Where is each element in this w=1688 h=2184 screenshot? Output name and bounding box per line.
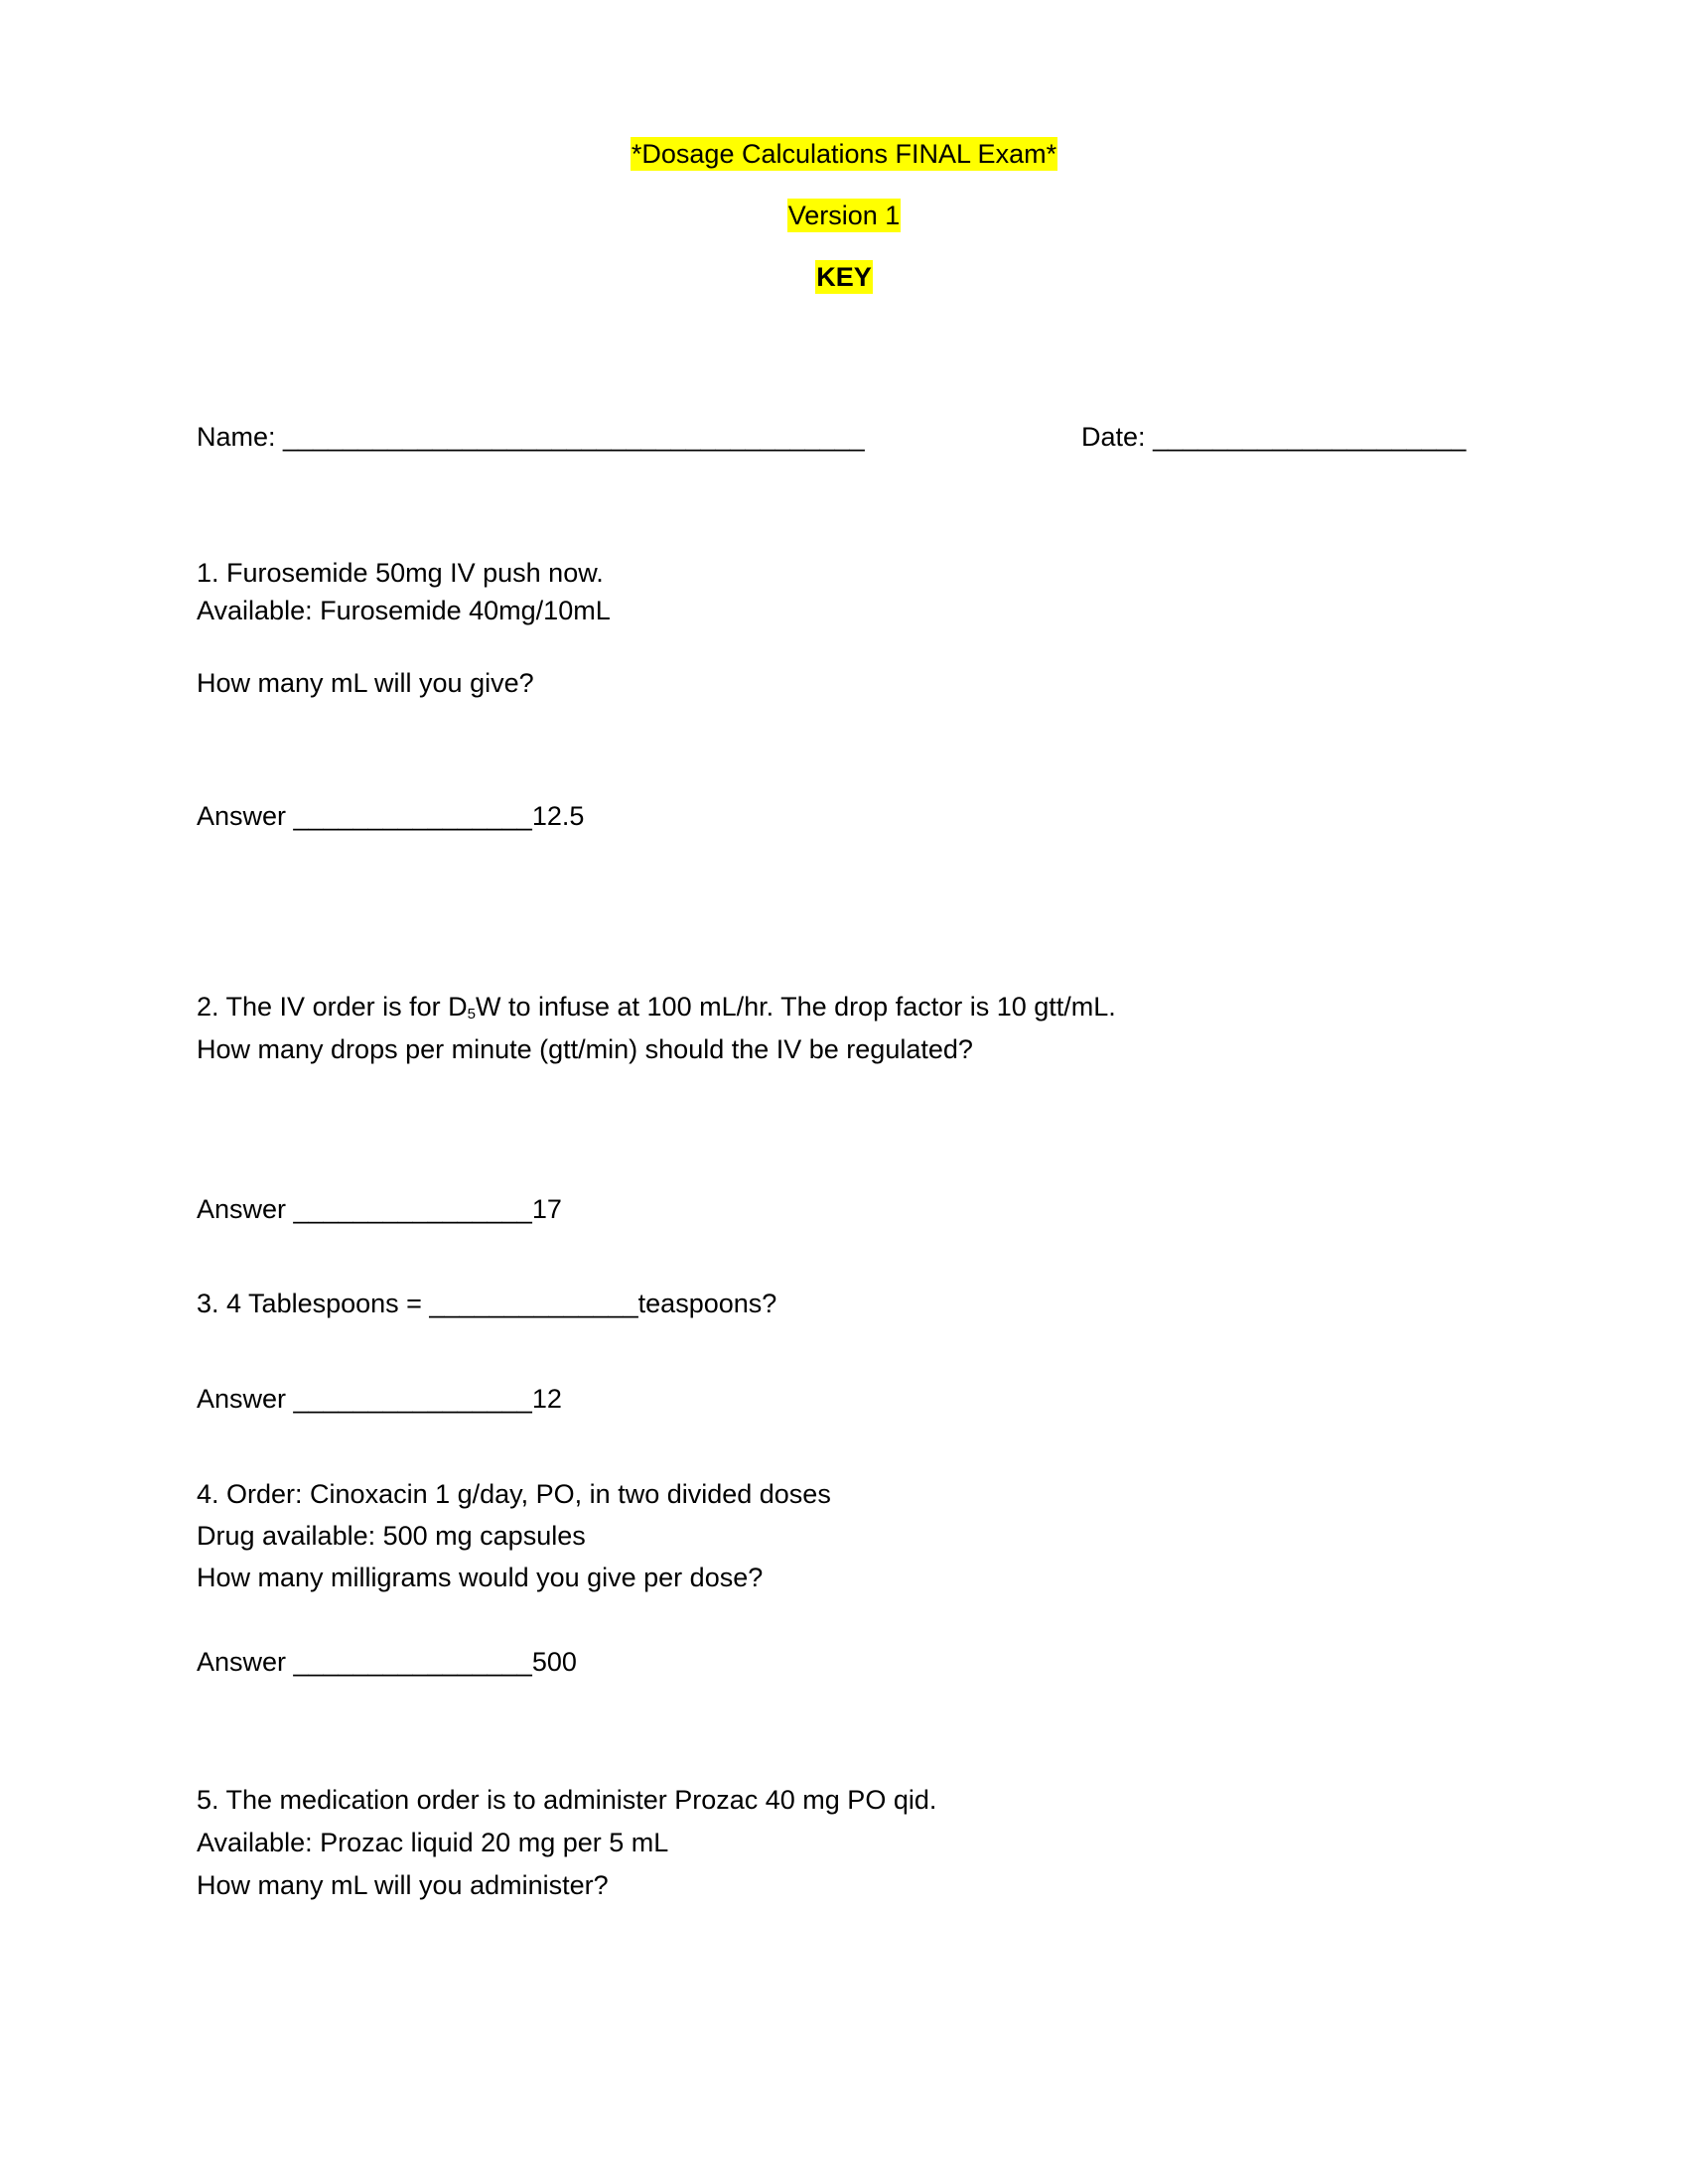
answer-key-text: KEY <box>816 262 872 292</box>
q2-subscript: 5 <box>467 1006 476 1023</box>
answer-key-label <box>0 260 1688 294</box>
q1-line3: How many mL will you give? <box>197 668 534 698</box>
answer-label: Answer <box>197 1194 287 1224</box>
date-field[interactable] <box>1081 420 1466 454</box>
exam-version <box>0 199 1688 232</box>
q2-text-a: 2. The IV order is for D <box>197 992 468 1022</box>
q5-line2: Available: Prozac liquid 20 mg per 5 mL <box>197 1828 669 1857</box>
exam-title-text: *Dosage Calculations FINAL Exam* <box>631 139 1057 169</box>
answer-blank[interactable]: ________________ <box>293 801 532 831</box>
answer-blank[interactable]: ________________ <box>293 1384 532 1414</box>
date-blank[interactable]: _____________________ <box>1153 422 1467 452</box>
name-label: Name: <box>197 422 276 452</box>
q4-line3: How many milligrams would you give per dose? <box>197 1563 764 1592</box>
q5-line1: 5. The medication order is to administer Prozac 40 mg PO qid. <box>197 1785 937 1815</box>
answer-value: 17 <box>531 1194 562 1224</box>
answer-value: 500 <box>531 1647 577 1677</box>
q3-answer <box>197 1382 562 1416</box>
answer-blank[interactable]: ________________ <box>293 1647 532 1677</box>
q2-text-b: W to infuse at 100 mL/hr. The drop factor is 10 gtt/mL. <box>475 992 1116 1022</box>
q5-line3: How many mL will you administer? <box>197 1870 609 1900</box>
exam-version-text: Version 1 <box>787 201 901 230</box>
answer-value: 12 <box>531 1384 562 1414</box>
q2-line1 <box>197 990 1116 1024</box>
q4-line2: Drug available: 500 mg capsules <box>197 1521 586 1551</box>
answer-value: 12.5 <box>531 801 585 831</box>
name-field[interactable] <box>197 420 865 454</box>
q3-line1: 3. 4 Tablespoons = ______________teaspoons? <box>197 1289 777 1318</box>
exam-title <box>0 137 1688 171</box>
answer-label: Answer <box>197 801 287 831</box>
date-label: Date: <box>1081 422 1146 452</box>
q1-answer <box>197 799 584 833</box>
q4-line1: 4. Order: Cinoxacin 1 g/day, PO, in two divided doses <box>197 1479 831 1509</box>
q2-answer <box>197 1192 562 1226</box>
q4-answer <box>197 1645 577 1679</box>
answer-blank[interactable]: ________________ <box>293 1194 532 1224</box>
q2-line2: How many drops per minute (gtt/min) should the IV be regulated? <box>197 1034 973 1064</box>
q1-line1: 1. Furosemide 50mg IV push now. <box>197 558 604 588</box>
q1-line2: Available: Furosemide 40mg/10mL <box>197 596 611 625</box>
answer-label: Answer <box>197 1384 287 1414</box>
name-blank[interactable]: _______________________________________ <box>283 422 865 452</box>
answer-label: Answer <box>197 1647 287 1677</box>
